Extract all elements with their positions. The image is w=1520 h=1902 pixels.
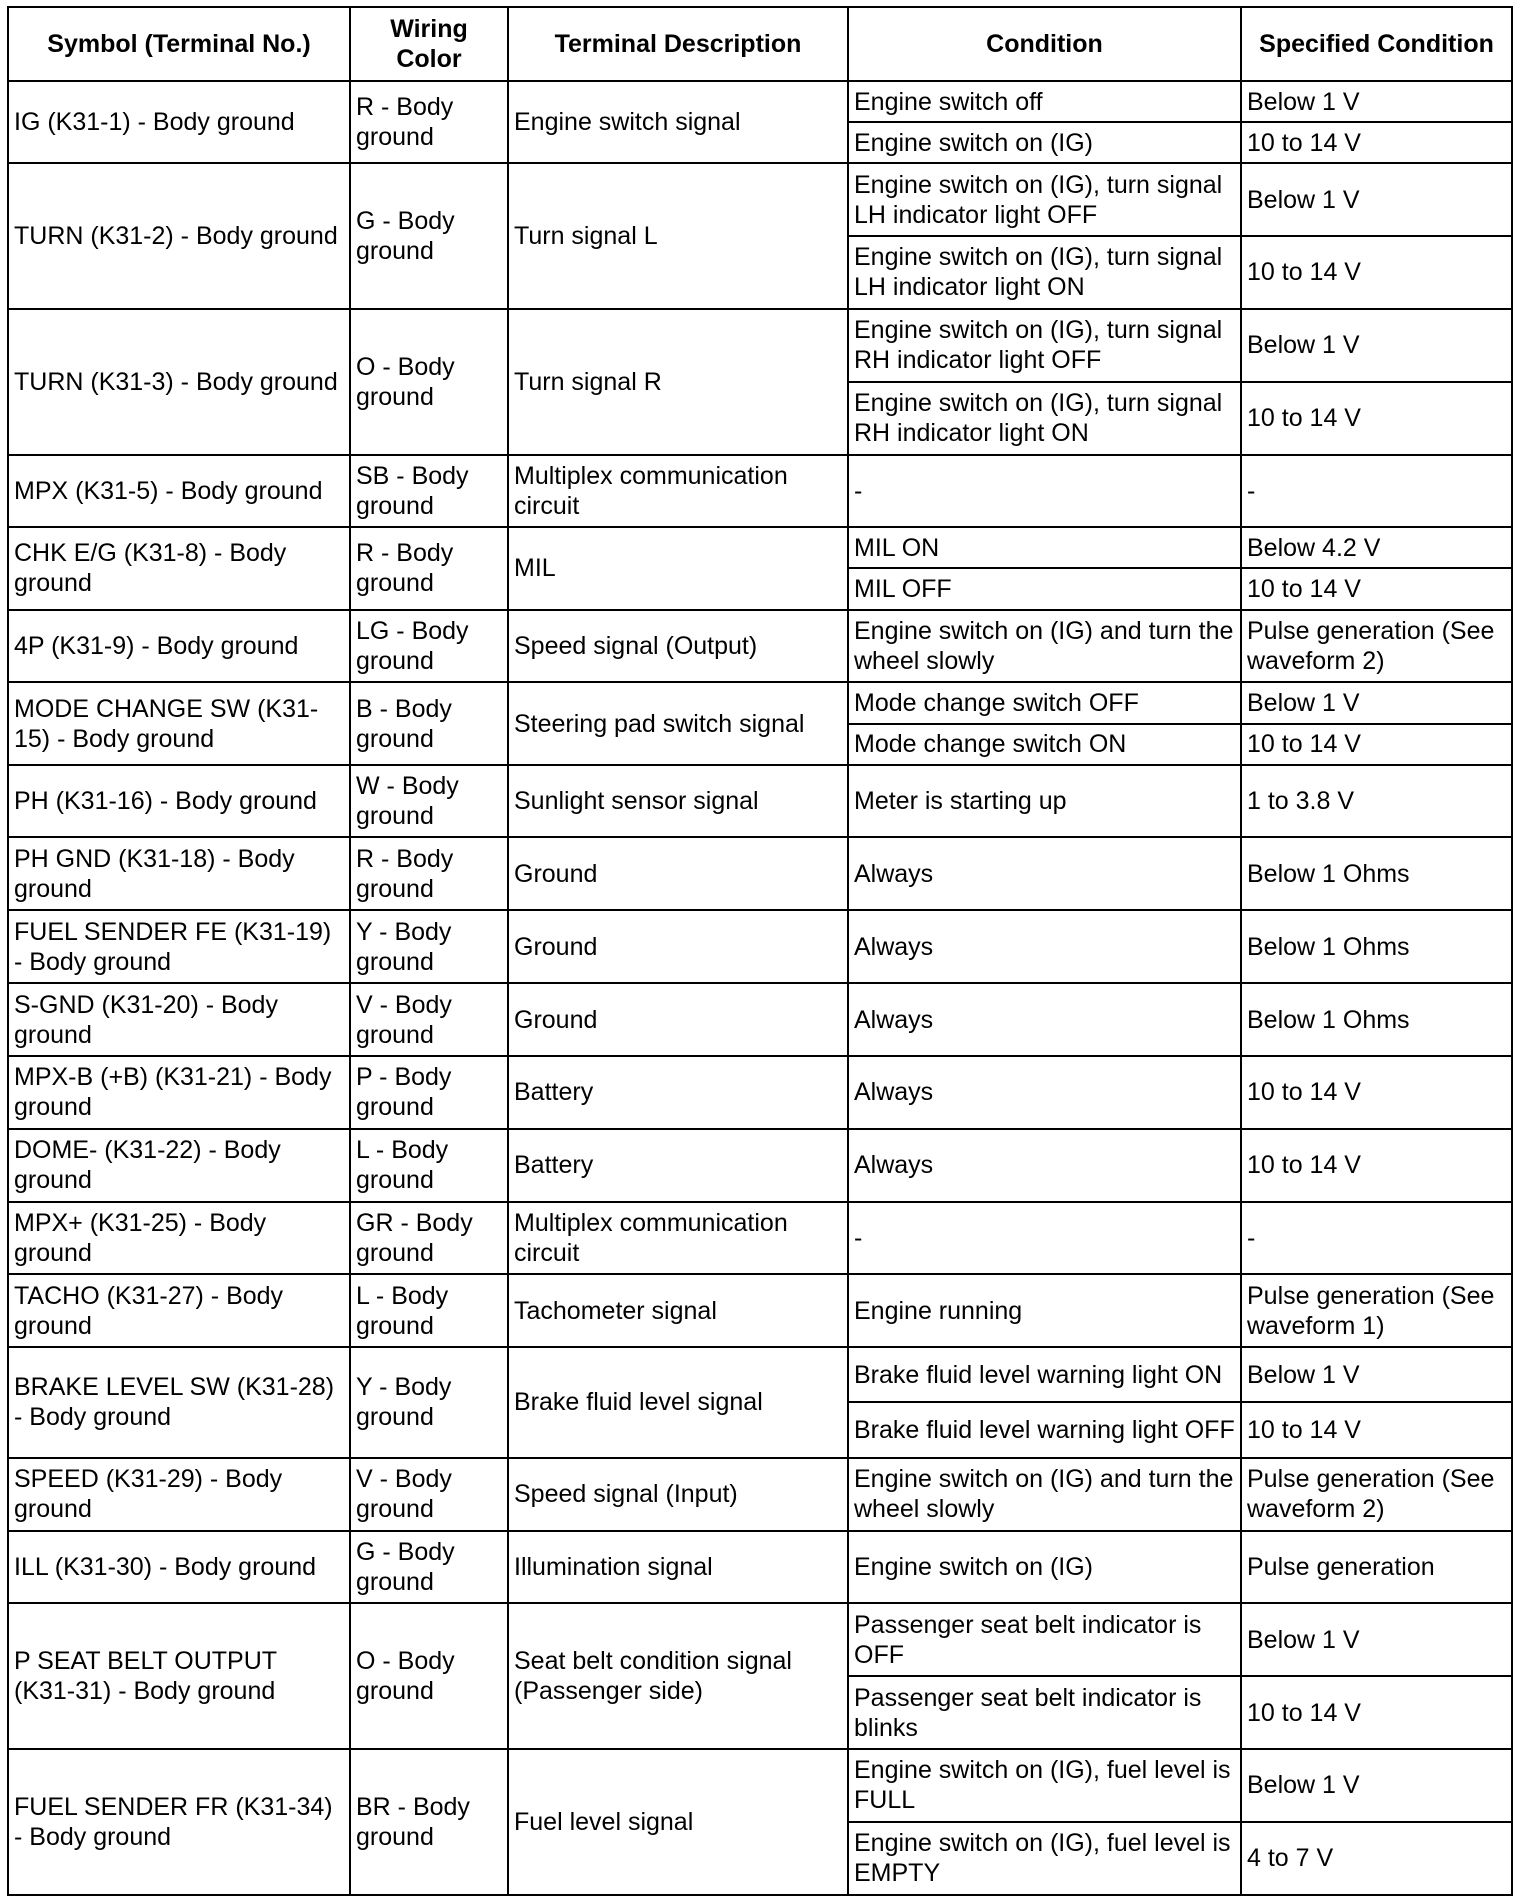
condition-cell: Engine switch on (IG) [848, 1531, 1241, 1604]
symbol-cell: SPEED (K31-29) - Body ground [8, 1458, 350, 1531]
header-condition: Condition [848, 7, 1241, 81]
condition-cell: Meter is starting up [848, 765, 1241, 838]
specified-condition-cell: Below 1 Ohms [1241, 837, 1512, 910]
specified-condition-cell: Pulse generation (See waveform 1) [1241, 1274, 1512, 1347]
specified-condition-cell: Below 1 Ohms [1241, 983, 1512, 1056]
specified-condition-cell: Below 4.2 V [1241, 527, 1512, 568]
terminal-description-cell: Illumination signal [508, 1531, 848, 1604]
wiring-color-cell: O - Body ground [350, 309, 508, 455]
specified-condition-cell: 10 to 14 V [1241, 382, 1512, 455]
symbol-cell: TACHO (K31-27) - Body ground [8, 1274, 350, 1347]
condition-cell: Engine switch on (IG), turn signal RH indicator light ON [848, 382, 1241, 455]
header-wiring-color: Wiring Color [350, 7, 508, 81]
wiring-color-cell: V - Body ground [350, 1458, 508, 1531]
terminal-description-cell: Turn signal R [508, 309, 848, 455]
symbol-cell: PH GND (K31-18) - Body ground [8, 837, 350, 910]
specified-condition-cell: Below 1 V [1241, 682, 1512, 723]
terminal-description-cell: Ground [508, 910, 848, 983]
header-symbol: Symbol (Terminal No.) [8, 7, 350, 81]
table-row [8, 1129, 1512, 1202]
condition-cell: - [848, 1202, 1241, 1275]
condition-cell: MIL ON [848, 527, 1241, 568]
specified-condition-cell: 4 to 7 V [1241, 1822, 1512, 1895]
condition-cell: Engine switch off [848, 81, 1241, 122]
terminal-description-cell: MIL [508, 527, 848, 609]
table-row [8, 1274, 1512, 1347]
condition-cell: Always [848, 1056, 1241, 1129]
header-terminal-description: Terminal Description [508, 7, 848, 81]
terminal-description-cell: Multiplex communication circuit [508, 455, 848, 528]
terminal-description-cell: Speed signal (Input) [508, 1458, 848, 1531]
specified-condition-cell: 10 to 14 V [1241, 1056, 1512, 1129]
header-specified-condition: Specified Condition [1241, 7, 1512, 81]
specified-condition-cell: Below 1 Ohms [1241, 910, 1512, 983]
terminal-description-cell: Tachometer signal [508, 1274, 848, 1347]
condition-cell: Always [848, 910, 1241, 983]
table-row [8, 81, 1512, 122]
table-row [8, 1603, 1512, 1676]
wiring-color-cell: P - Body ground [350, 1056, 508, 1129]
wiring-color-cell: BR - Body ground [350, 1749, 508, 1895]
terminal-description-cell: Ground [508, 983, 848, 1056]
table-row [8, 1531, 1512, 1604]
symbol-cell: FUEL SENDER FE (K31-19) - Body ground [8, 910, 350, 983]
terminal-description-cell: Multiplex communication circuit [508, 1202, 848, 1275]
wiring-color-cell: L - Body ground [350, 1129, 508, 1202]
terminal-description-cell: Speed signal (Output) [508, 610, 848, 683]
symbol-cell: FUEL SENDER FR (K31-34) - Body ground [8, 1749, 350, 1895]
specified-condition-cell: 10 to 14 V [1241, 1676, 1512, 1749]
condition-cell: Passenger seat belt indicator is OFF [848, 1603, 1241, 1676]
wiring-color-cell: V - Body ground [350, 983, 508, 1056]
symbol-cell: BRAKE LEVEL SW (K31-28) - Body ground [8, 1347, 350, 1457]
symbol-cell: DOME- (K31-22) - Body ground [8, 1129, 350, 1202]
condition-cell: Engine switch on (IG), turn signal LH indicator light ON [848, 236, 1241, 309]
wiring-color-cell: LG - Body ground [350, 610, 508, 683]
table-row [8, 527, 1512, 568]
symbol-cell: MPX-B (+B) (K31-21) - Body ground [8, 1056, 350, 1129]
specified-condition-cell: Below 1 V [1241, 1603, 1512, 1676]
symbol-cell: IG (K31-1) - Body ground [8, 81, 350, 163]
terminal-description-cell: Engine switch signal [508, 81, 848, 163]
symbol-cell: CHK E/G (K31-8) - Body ground [8, 527, 350, 609]
condition-cell: Engine running [848, 1274, 1241, 1347]
table-row [8, 910, 1512, 983]
table-row [8, 309, 1512, 382]
wiring-color-cell: R - Body ground [350, 527, 508, 609]
condition-cell: Engine switch on (IG) and turn the wheel slowly [848, 1458, 1241, 1531]
table-row [8, 455, 1512, 528]
specified-condition-cell: 10 to 14 V [1241, 568, 1512, 609]
terminal-description-cell: Battery [508, 1056, 848, 1129]
table-body [8, 81, 1512, 1895]
symbol-cell: MODE CHANGE SW (K31-15) - Body ground [8, 682, 350, 764]
condition-cell: MIL OFF [848, 568, 1241, 609]
wiring-color-cell: G - Body ground [350, 1531, 508, 1604]
terminal-description-cell: Steering pad switch signal [508, 682, 848, 764]
condition-cell: Engine switch on (IG), turn signal LH indicator light OFF [848, 163, 1241, 236]
symbol-cell: ILL (K31-30) - Body ground [8, 1531, 350, 1604]
table-row [8, 163, 1512, 236]
wiring-color-cell: R - Body ground [350, 81, 508, 163]
terminal-description-cell: Fuel level signal [508, 1749, 848, 1895]
wiring-color-cell: B - Body ground [350, 682, 508, 764]
specified-condition-cell: - [1241, 455, 1512, 528]
table-row [8, 1347, 1512, 1402]
specified-condition-cell: Below 1 V [1241, 1347, 1512, 1402]
specified-condition-cell: Below 1 V [1241, 1749, 1512, 1822]
wiring-color-cell: Y - Body ground [350, 1347, 508, 1457]
condition-cell: Brake fluid level warning light ON [848, 1347, 1241, 1402]
specified-condition-cell: Pulse generation [1241, 1531, 1512, 1604]
wiring-color-cell: SB - Body ground [350, 455, 508, 528]
wiring-color-cell: Y - Body ground [350, 910, 508, 983]
condition-cell: Engine switch on (IG), turn signal RH indicator light OFF [848, 309, 1241, 382]
condition-cell: Engine switch on (IG) and turn the wheel slowly [848, 610, 1241, 683]
header-row [8, 7, 1512, 81]
condition-cell: Mode change switch ON [848, 724, 1241, 765]
condition-cell: Engine switch on (IG), fuel level is EMPTY [848, 1822, 1241, 1895]
symbol-cell: 4P (K31-9) - Body ground [8, 610, 350, 683]
symbol-cell: TURN (K31-2) - Body ground [8, 163, 350, 309]
specified-condition-cell: 1 to 3.8 V [1241, 765, 1512, 838]
terminal-description-cell: Turn signal L [508, 163, 848, 309]
condition-cell: - [848, 455, 1241, 528]
table-row [8, 682, 1512, 723]
specified-condition-cell: 10 to 14 V [1241, 724, 1512, 765]
terminal-description-cell: Brake fluid level signal [508, 1347, 848, 1457]
symbol-cell: PH (K31-16) - Body ground [8, 765, 350, 838]
wiring-color-cell: G - Body ground [350, 163, 508, 309]
terminal-description-cell: Seat belt condition signal (Passenger side) [508, 1603, 848, 1749]
condition-cell: Always [848, 1129, 1241, 1202]
specified-condition-cell: 10 to 14 V [1241, 122, 1512, 163]
wiring-color-cell: R - Body ground [350, 837, 508, 910]
symbol-cell: P SEAT BELT OUTPUT (K31-31) - Body ground [8, 1603, 350, 1749]
condition-cell: Always [848, 837, 1241, 910]
specified-condition-cell: Below 1 V [1241, 163, 1512, 236]
symbol-cell: TURN (K31-3) - Body ground [8, 309, 350, 455]
table-row [8, 1749, 1512, 1822]
symbol-cell: MPX (K31-5) - Body ground [8, 455, 350, 528]
terminal-spec-table [7, 6, 1513, 1896]
condition-cell: Engine switch on (IG) [848, 122, 1241, 163]
condition-cell: Engine switch on (IG), fuel level is FULL [848, 1749, 1241, 1822]
wiring-color-cell: O - Body ground [350, 1603, 508, 1749]
symbol-cell: MPX+ (K31-25) - Body ground [8, 1202, 350, 1275]
condition-cell: Passenger seat belt indicator is blinks [848, 1676, 1241, 1749]
condition-cell: Brake fluid level warning light OFF [848, 1402, 1241, 1457]
specified-condition-cell: Below 1 V [1241, 81, 1512, 122]
table-row [8, 1458, 1512, 1531]
wiring-color-cell: W - Body ground [350, 765, 508, 838]
condition-cell: Always [848, 983, 1241, 1056]
terminal-description-cell: Battery [508, 1129, 848, 1202]
wiring-color-cell: L - Body ground [350, 1274, 508, 1347]
table-row [8, 1056, 1512, 1129]
table-row [8, 1202, 1512, 1275]
terminal-description-cell: Sunlight sensor signal [508, 765, 848, 838]
terminal-description-cell: Ground [508, 837, 848, 910]
specified-condition-cell: Pulse generation (See waveform 2) [1241, 610, 1512, 683]
specified-condition-cell: Pulse generation (See waveform 2) [1241, 1458, 1512, 1531]
condition-cell: Mode change switch OFF [848, 682, 1241, 723]
table-row [8, 983, 1512, 1056]
wiring-color-cell: GR - Body ground [350, 1202, 508, 1275]
table-row [8, 837, 1512, 910]
specified-condition-cell: - [1241, 1202, 1512, 1275]
specified-condition-cell: Below 1 V [1241, 309, 1512, 382]
specified-condition-cell: 10 to 14 V [1241, 1402, 1512, 1457]
table-row [8, 610, 1512, 683]
specified-condition-cell: 10 to 14 V [1241, 236, 1512, 309]
symbol-cell: S-GND (K31-20) - Body ground [8, 983, 350, 1056]
specified-condition-cell: 10 to 14 V [1241, 1129, 1512, 1202]
table-row [8, 765, 1512, 838]
